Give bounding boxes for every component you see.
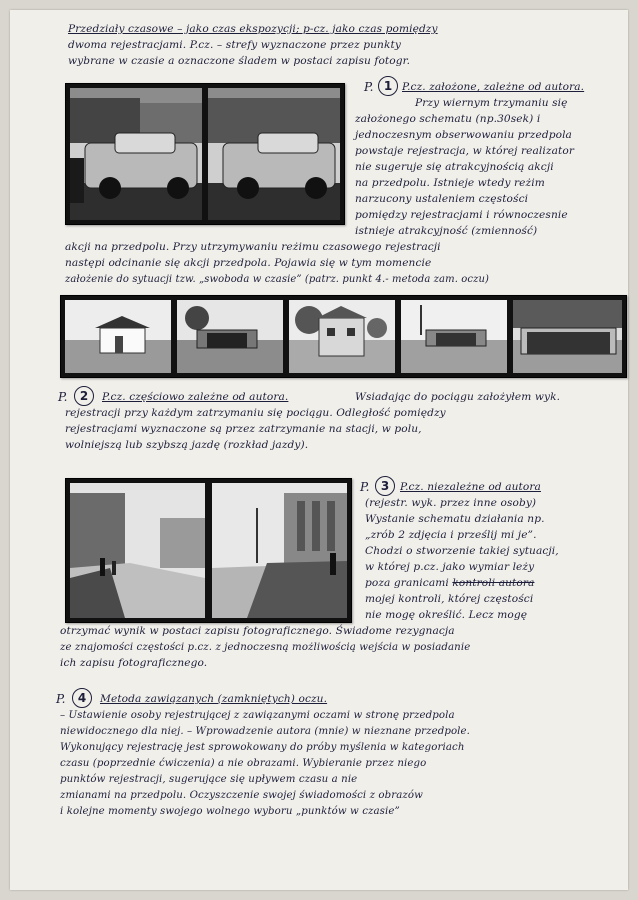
section-4-letter: P.	[56, 692, 66, 706]
tram-street-photo	[70, 88, 202, 220]
street-photo	[212, 483, 347, 618]
s3-right-line-8: nie mogę określić. Lecz mogę	[365, 609, 528, 621]
landscape-photo	[177, 300, 283, 373]
photo-frame-shed-2	[401, 300, 507, 373]
section-3-heading: P.cz. niezależne od autora	[400, 481, 541, 493]
s1-full-line-3: założenie do sytuacji tzw. „swoboda w czasie” (patrz. punkt 4.- metoda zam. oczu)	[65, 274, 489, 285]
photo-strip-1	[65, 83, 345, 225]
photo-frame-shelter	[513, 300, 622, 373]
s3-right-line-1: (rejestr. wyk. przez inne osoby)	[365, 497, 537, 509]
s3-right-line-7: mojej kontroli, której częstości	[365, 593, 534, 605]
s1-full-line-2: następi odcinanie się akcji przedpola. Pojawia się w tym momencie	[65, 257, 432, 269]
section-1-heading: P.cz. założone, zależne od autora.	[402, 81, 585, 93]
landscape-photo	[65, 300, 171, 373]
s1-right-line-9: istnieje atrakcyjność (zmienność)	[355, 225, 538, 237]
photo-frame-tram-2	[208, 88, 340, 220]
s4-line-4: czasu (poprzednie ćwiczenia) a nie obrazami. Wybieranie przez niego	[60, 758, 427, 769]
section-2-number: 2	[74, 386, 94, 406]
intro-line-2: dwoma rejestracjami. P.cz. – strefy wyznaczone przez punkty	[68, 39, 401, 51]
s3-right-line-3: „zrób 2 zdjęcia i prześlij mi je”.	[365, 529, 537, 541]
s1-right-line-2: założonego schematu (np.30sek) i	[355, 113, 541, 125]
s4-line-1: – Ustawienie osoby rejestrującej z zawiązanymi oczami w stronę przedpola	[60, 710, 455, 721]
s3-right-line-4: Chodzi o stworzenie takiej sytuacji,	[365, 545, 559, 557]
photo-frame-street-2	[212, 483, 347, 618]
s1-right-line-1: Przy wiernym trzymaniu się	[415, 97, 568, 109]
section-3-number: 3	[375, 476, 395, 496]
s4-line-5: punktów rejestracji, sugerujące się upływem czasu a nie	[60, 774, 358, 785]
intro-line-3: wybrane w czasie a oznaczone śladem w postaci zapisu fotogr.	[68, 55, 411, 67]
s3-right-line-5: w której p.cz. jako wymiar leży	[365, 561, 535, 573]
street-photo	[70, 483, 205, 618]
section-2-heading: P.cz. częściowo zależne od autora.	[102, 391, 289, 403]
s1-right-line-8: pomiędzy rejestracjami i równoczesnie	[355, 209, 568, 221]
section-4-heading: Metoda zawiązanych (zamkniętych) oczu.	[100, 693, 328, 705]
photo-frame-tram-1	[70, 88, 202, 220]
s4-line-2: niewidocznego dla niej. – Wprowadzenie autora (mnie) w nieznane przedpole.	[60, 726, 471, 737]
section-4-number: 4	[72, 688, 92, 708]
photo-strip-train	[60, 295, 627, 378]
photo-frame-house	[65, 300, 171, 373]
s2-line-1: rejestracji przy każdym zatrzymaniu się pociągu. Odległość pomiędzy	[65, 407, 446, 419]
s1-right-line-5: nie sugeruje się atrakcyjnością akcji	[355, 161, 554, 173]
s4-line-6: zmianami na przedpolu. Oczyszczenie swojej świadomości z obrazów	[60, 790, 423, 801]
intro-line-1	[68, 22, 438, 37]
intro-text-1: Przedziały czasowe – jako czas ekspozycji; p-cz. jako czas pomiędzy	[68, 23, 438, 35]
section-2-heading-tail: Wsiadając do pociągu założyłem wyk.	[355, 391, 561, 403]
photo-frame-villa	[289, 300, 395, 373]
s3-struck-text: kontroli autora	[452, 577, 535, 589]
section-2-letter: P.	[58, 390, 68, 404]
s2-line-3: wolniejszą lub szybszą jazdę (rozkład jazdy).	[65, 439, 309, 451]
photo-strip-3	[65, 478, 352, 623]
s3-full-line-1: otrzymać wynik w postaci zapisu fotograficznego. Świadome rezygnacja	[60, 625, 455, 637]
s3-full-line-2: ze znajomości częstości p.cz. z jednoczesną możliwością wejścia w posiadanie	[60, 642, 471, 653]
s1-right-line-3: jednoczesnym obserwowaniu przedpola	[355, 129, 572, 141]
landscape-photo	[401, 300, 507, 373]
document-page	[10, 10, 628, 890]
landscape-photo	[513, 300, 622, 373]
s4-line-7: i kolejne momenty swojego wolnego wyboru „punktów w czasie”	[60, 806, 400, 817]
section-3-letter: P.	[360, 480, 370, 494]
s1-full-line-1: akcji na przedpolu. Przy utrzymywaniu reżimu czasowego rejestracji	[65, 241, 441, 253]
s4-line-3: Wykonujący rejestrację jest sprowokowany do próby myślenia w kategoriach	[60, 742, 465, 753]
s3-full-line-3: ich zapisu fotograficznego.	[60, 657, 208, 669]
photo-frame-shed-1	[177, 300, 283, 373]
section-1-number: 1	[378, 76, 398, 96]
s1-right-line-7: narzucony ustaleniem częstości	[355, 193, 529, 205]
s3-right-line-2: Wystanie schematu działania np.	[365, 513, 545, 525]
s1-right-line-4: powstaje rejestracja, w której realizator	[355, 145, 574, 157]
landscape-photo	[289, 300, 395, 373]
s1-right-line-6: na przedpolu. Istnieje wtedy reżim	[355, 177, 545, 189]
s3-right-line-6: poza granicami kontroli autora	[365, 577, 535, 589]
s2-line-2: rejestracjami wyznaczone są przez zatrzymanie na stacji, w polu,	[65, 423, 422, 435]
tram-street-photo	[208, 88, 340, 220]
section-1-letter: P.	[364, 80, 374, 94]
photo-frame-street-1	[70, 483, 205, 618]
